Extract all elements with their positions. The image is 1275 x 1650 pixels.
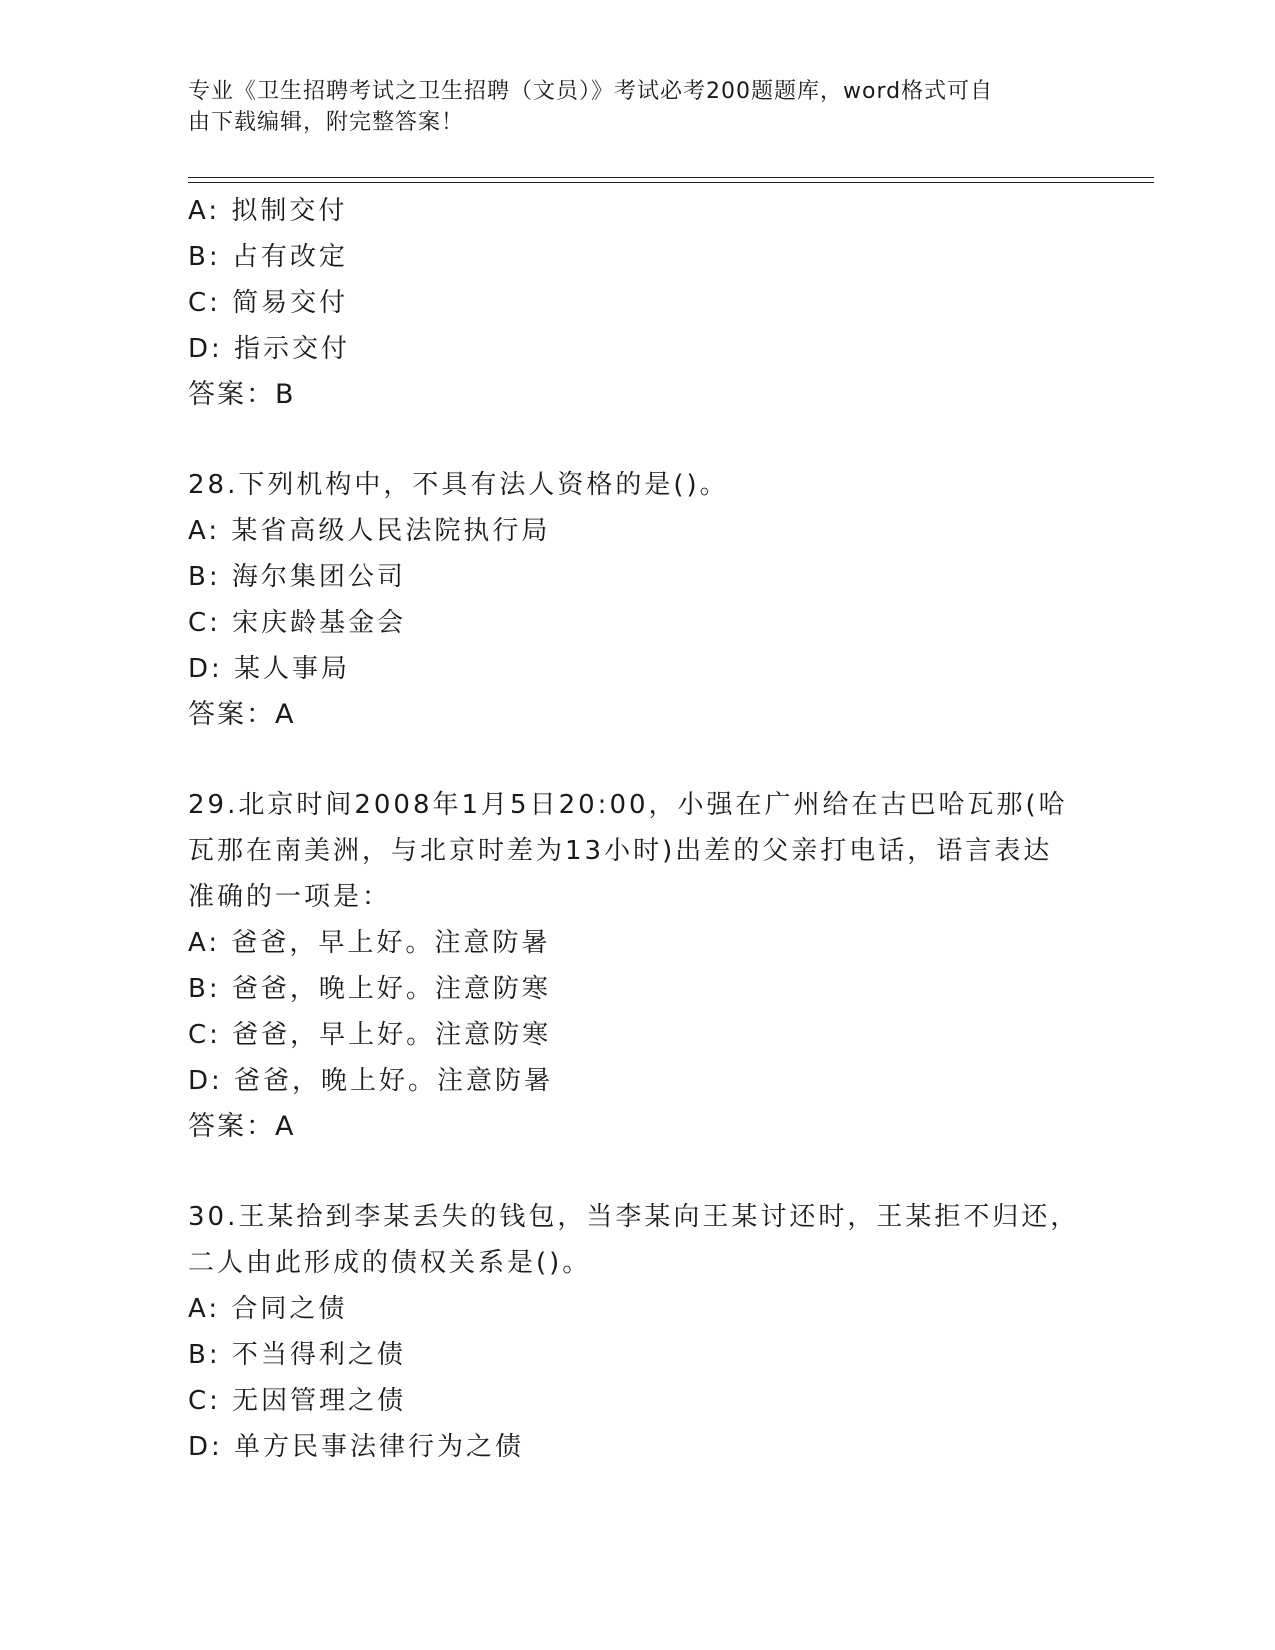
header-divider-bottom [188, 182, 1154, 183]
option-c: C: 无因管理之债 [188, 1386, 407, 1416]
spacer [188, 1150, 1088, 1194]
option-a: A: 拟制交付 [188, 196, 348, 226]
question-stem: 瓦那在南美洲，与北京时差为13小时)出差的父亲打电话，语言表达 [188, 836, 1053, 866]
document-header [188, 76, 1068, 138]
answer-line: 答案：B [188, 379, 296, 410]
option-c: C: 简易交付 [188, 288, 349, 318]
option-c: C: 宋庆龄基金会 [188, 608, 407, 638]
question-29 [188, 782, 1088, 1150]
option-d: D: 某人事局 [188, 654, 351, 684]
question-28 [188, 462, 1088, 738]
spacer [188, 418, 1088, 462]
option-d: D: 爸爸，晚上好。注意防暑 [188, 1066, 554, 1096]
question-stem: 29.北京时间2008年1月5日20:00，小强在广州给在古巴哈瓦那(哈 [188, 790, 1068, 820]
answer-line: 答案：A [188, 699, 296, 730]
option-d: D: 指示交付 [188, 334, 351, 364]
question-30 [188, 1194, 1088, 1470]
option-b: B: 占有改定 [188, 242, 348, 272]
option-a: A: 爸爸，早上好。注意防暑 [188, 928, 551, 958]
previous-question-block [188, 188, 1088, 418]
option-c: C: 爸爸，早上好。注意防寒 [188, 1020, 552, 1050]
question-stem: 二人由此形成的债权关系是()。 [188, 1248, 592, 1278]
option-d: D: 单方民事法律行为之债 [188, 1432, 525, 1462]
answer-line: 答案：A [188, 1111, 296, 1142]
question-stem: 30.王某拾到李某丢失的钱包，当李某向王某讨还时，王某拒不归还， [188, 1202, 1080, 1232]
spacer [188, 738, 1088, 782]
header-line-2: 由下载编辑，附完整答案！ [188, 110, 465, 135]
question-stem: 准确的一项是： [188, 882, 392, 912]
option-b: B: 海尔集团公司 [188, 562, 406, 592]
option-a: A: 合同之债 [188, 1294, 348, 1324]
option-b: B: 不当得利之债 [188, 1340, 406, 1370]
header-divider-top [188, 177, 1154, 178]
header-line-1: 专业《卫生招聘考试之卫生招聘（文员）》考试必考200题题库，word格式可自 [188, 79, 994, 104]
question-stem: 28.下列机构中，不具有法人资格的是()。 [188, 470, 729, 500]
option-b: B: 爸爸，晚上好。注意防寒 [188, 974, 551, 1004]
question-content [188, 188, 1088, 1470]
option-a: A: 某省高级人民法院执行局 [188, 516, 551, 546]
